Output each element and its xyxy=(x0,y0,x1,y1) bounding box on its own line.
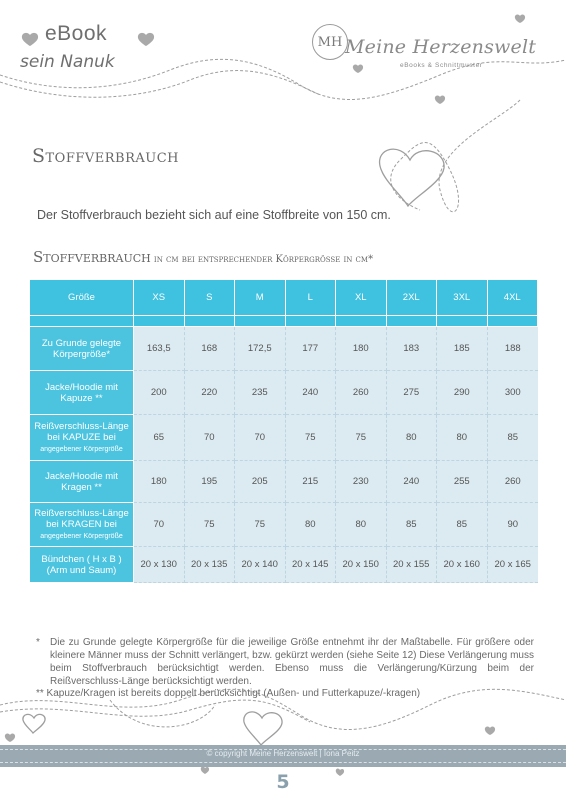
row-label xyxy=(30,371,134,415)
row-label-text: Bündchen ( H x B ) (Arm und Saum) xyxy=(41,553,122,576)
row-label-text: Jacke/Hoodie mit Kragen ** xyxy=(45,470,118,493)
table-cell: 260 xyxy=(488,461,539,503)
table-cell: 20 x 165 xyxy=(488,547,539,583)
size-header: XL xyxy=(336,280,387,316)
footnote-1 xyxy=(36,636,534,688)
table-row xyxy=(30,503,538,547)
table-cell: 20 x 145 xyxy=(286,547,337,583)
fabric-usage-table xyxy=(30,280,538,583)
table-row xyxy=(30,327,538,371)
table-cell: 183 xyxy=(387,327,438,371)
table-cell: 75 xyxy=(185,503,236,547)
row-label xyxy=(30,547,134,583)
row-label-note: angegebener Körpergröße xyxy=(40,445,123,453)
row-label-text: Jacke/Hoodie mit Kapuze ** xyxy=(45,381,118,404)
header-label: Größe xyxy=(30,280,134,316)
table-cell: 215 xyxy=(286,461,337,503)
row-label-text: Reißverschluss-Länge bei KAPUZE bei xyxy=(34,420,129,443)
table-cell: 180 xyxy=(134,461,185,503)
table-cell: 80 xyxy=(286,503,337,547)
table-cell: 275 xyxy=(387,371,438,415)
table-cell: 290 xyxy=(437,371,488,415)
table-cell: 20 x 130 xyxy=(134,547,185,583)
row-label xyxy=(30,327,134,371)
table-cell: 20 x 140 xyxy=(235,547,286,583)
size-header: L xyxy=(286,280,337,316)
ebook-title: eBook xyxy=(45,22,108,45)
intro-text: Der Stoffverbrauch bezieht sich auf eine Stoffbreite von 150 cm. xyxy=(37,208,391,222)
row-label xyxy=(30,503,134,547)
table-cell: 168 xyxy=(185,327,236,371)
table-cell: 80 xyxy=(437,415,488,461)
table-cell: 172,5 xyxy=(235,327,286,371)
table-cell: 75 xyxy=(286,415,337,461)
table-cell: 75 xyxy=(235,503,286,547)
footnote-1-mark: * xyxy=(36,637,40,648)
footnote-1-text: Die zu Grunde gelegte Körpergröße für die jeweilige Größe entnehmt ihr der Maßtabelle. Für größere oder kleinere Männer muss der Schnitt verlängert, bzw. gekürzt werden (siehe Seite 12) Diese Verlängerung muss beim Stoffverbrauch berücksichtigt werden. Ebenso muss die Verlängerung/Kürzung beim der Reißverschluss-Länge berücksichtigt werden. xyxy=(50,637,534,687)
table-cell: 20 x 160 xyxy=(437,547,488,583)
row-label xyxy=(30,461,134,503)
table-cell: 80 xyxy=(387,415,438,461)
size-header: 4XL xyxy=(488,280,539,316)
size-header: XS xyxy=(134,280,185,316)
table-cell: 80 xyxy=(336,503,387,547)
table-row xyxy=(30,415,538,461)
table-cell: 195 xyxy=(185,461,236,503)
brand-tagline: eBooks & Schnittmuster xyxy=(400,62,483,69)
table-heading-main: Stoffverbrauch xyxy=(33,248,151,266)
table-cell: 260 xyxy=(336,371,387,415)
size-header: S xyxy=(185,280,236,316)
table-cell: 177 xyxy=(286,327,337,371)
page-number: 5 xyxy=(276,771,290,793)
table-cell: 85 xyxy=(387,503,438,547)
table-cell: 75 xyxy=(336,415,387,461)
row-label-text: Zu Grunde gelegte Körpergröße* xyxy=(41,337,122,360)
table-spacer-row xyxy=(30,316,538,327)
row-label xyxy=(30,415,134,461)
size-header: M xyxy=(235,280,286,316)
table-row xyxy=(30,461,538,503)
table-cell: 230 xyxy=(336,461,387,503)
table-cell: 240 xyxy=(286,371,337,415)
table-header-row xyxy=(30,280,538,316)
footnote-2: ** Kapuze/Kragen ist bereits doppelt berücksichtigt (Außen- und Futterkapuze/-kragen) xyxy=(36,688,421,699)
brand-name: Meine Herzenswelt xyxy=(345,36,537,58)
table-row xyxy=(30,547,538,583)
table-cell: 200 xyxy=(134,371,185,415)
size-header: 2XL xyxy=(387,280,438,316)
table-cell: 90 xyxy=(488,503,539,547)
copyright-text: © copyright Meine Herzenswelt | Iona Peitz xyxy=(206,749,360,758)
row-label-note: angegebener Körpergröße xyxy=(40,532,123,540)
table-cell: 70 xyxy=(185,415,236,461)
table-heading xyxy=(33,248,373,266)
table-cell: 188 xyxy=(488,327,539,371)
section-title: Stoffverbrauch xyxy=(32,145,180,167)
table-heading-suffix: in cm bei entsprechender Körpergröße in cm* xyxy=(150,254,374,265)
table-cell: 70 xyxy=(134,503,185,547)
table-cell: 185 xyxy=(437,327,488,371)
table-cell: 300 xyxy=(488,371,539,415)
table-cell: 220 xyxy=(185,371,236,415)
table-cell: 65 xyxy=(134,415,185,461)
brand-logo: MH xyxy=(312,24,348,60)
table-cell: 85 xyxy=(437,503,488,547)
table-cell: 163,5 xyxy=(134,327,185,371)
table-cell: 85 xyxy=(488,415,539,461)
table-cell: 180 xyxy=(336,327,387,371)
ebook-subtitle: sein Nanuk xyxy=(20,52,115,72)
table-row xyxy=(30,371,538,415)
table-cell: 205 xyxy=(235,461,286,503)
row-label-text: Reißverschluss-Länge bei KRAGEN bei xyxy=(34,507,129,530)
table-cell: 20 x 155 xyxy=(387,547,438,583)
table-cell: 20 x 135 xyxy=(185,547,236,583)
size-header: 3XL xyxy=(437,280,488,316)
table-cell: 70 xyxy=(235,415,286,461)
table-cell: 255 xyxy=(437,461,488,503)
table-cell: 20 x 150 xyxy=(336,547,387,583)
table-cell: 235 xyxy=(235,371,286,415)
table-cell: 240 xyxy=(387,461,438,503)
